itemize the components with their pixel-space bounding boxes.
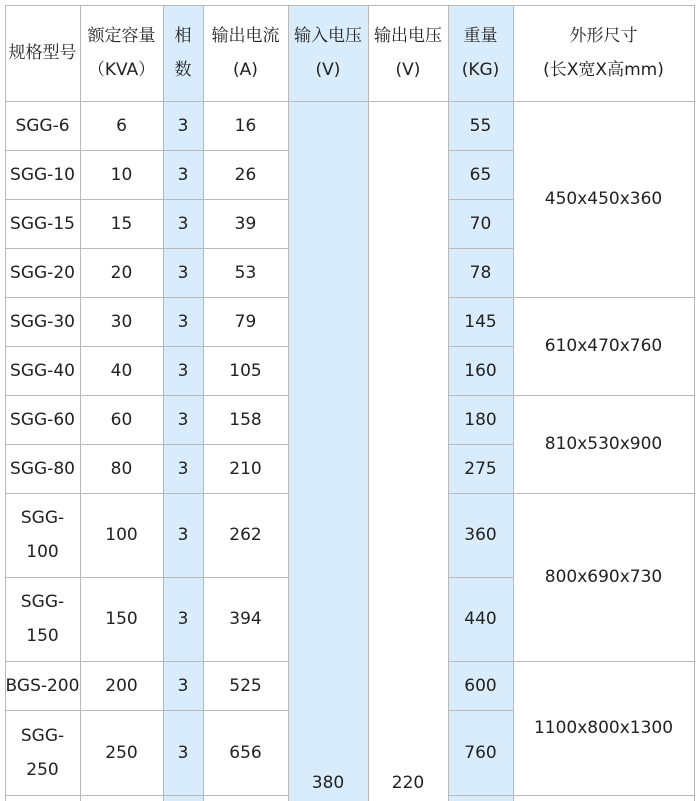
current-cell	[203, 661, 288, 710]
input-voltage-value: 380	[311, 773, 345, 793]
header-current	[203, 5, 288, 101]
header-vin	[288, 5, 368, 101]
dimension-value: 450x450x360	[544, 189, 663, 209]
header-current-line: 输出电流	[211, 26, 280, 46]
current-cell	[203, 150, 288, 199]
grid-line-row	[448, 297, 514, 298]
grid-line-row	[513, 493, 695, 494]
phases-cell	[163, 199, 203, 248]
model-text: SGG-	[20, 508, 65, 528]
output-voltage-value: 220	[391, 773, 425, 793]
weight-cell	[448, 577, 513, 661]
model-text: 100	[26, 542, 59, 562]
grid-line-row	[5, 795, 289, 796]
model-cell	[5, 493, 80, 577]
dimension-cell	[513, 493, 694, 661]
current-cell	[203, 395, 288, 444]
header-phases-line: 数	[174, 60, 192, 80]
capacity-value: 200	[105, 675, 138, 696]
dimension-cell	[513, 297, 694, 395]
phases-cell	[163, 297, 203, 346]
grid-line-column	[694, 5, 695, 801]
weight-value: 145	[464, 311, 497, 332]
grid-line-row	[448, 248, 514, 249]
current-value: 394	[229, 609, 262, 629]
grid-line-row	[513, 795, 695, 796]
phases-value: 3	[177, 115, 189, 136]
phases-cell	[163, 710, 203, 795]
phases-cell	[163, 395, 203, 444]
model-cell	[5, 577, 80, 661]
model-text: SGG-60	[10, 409, 75, 430]
weight-cell	[448, 297, 513, 346]
weight-value: 760	[464, 742, 497, 763]
grid-line-column	[448, 5, 449, 801]
phases-cell	[163, 101, 203, 150]
grid-line-row	[5, 248, 289, 249]
header-dims-line: 外形尺寸	[569, 26, 638, 46]
weight-value: 275	[464, 458, 497, 479]
weight-value: 180	[464, 409, 497, 430]
grid-line-row	[5, 493, 289, 494]
phases-value: 3	[177, 609, 189, 629]
model-text: 150	[26, 626, 59, 646]
grid-line-row	[5, 199, 289, 200]
phases-value: 3	[177, 458, 189, 479]
dimension-value: 810x530x900	[544, 434, 663, 454]
header-weight-line: (KG)	[461, 60, 500, 80]
model-text: SGG-10	[10, 164, 75, 185]
capacity-cell	[80, 395, 163, 444]
grid-line-column	[513, 5, 514, 801]
weight-cell	[448, 493, 513, 577]
grid-line-row	[448, 577, 514, 578]
phases-value: 3	[177, 525, 189, 545]
current-cell	[203, 297, 288, 346]
capacity-cell	[80, 346, 163, 395]
header-vout	[368, 5, 448, 101]
capacity-cell	[80, 710, 163, 795]
grid-line-column	[5, 5, 6, 801]
current-value: 656	[229, 742, 262, 763]
header-dims-line: (长X宽X高mm)	[543, 60, 664, 80]
header-capacity-line: （KVA）	[87, 60, 156, 80]
weight-cell	[448, 346, 513, 395]
weight-cell	[448, 661, 513, 710]
grid-line-row	[5, 577, 289, 578]
weight-cell	[448, 710, 513, 795]
capacity-value: 250	[105, 742, 138, 763]
dimension-cell	[513, 661, 694, 795]
model-text: SGG-	[20, 592, 65, 612]
grid-line-row	[448, 150, 514, 151]
model-cell	[5, 248, 80, 297]
capacity-value: 150	[105, 609, 138, 629]
grid-line-column	[288, 5, 289, 801]
weight-value: 55	[469, 115, 492, 136]
phases-value: 3	[177, 262, 189, 283]
weight-value: 360	[464, 525, 497, 545]
capacity-value: 30	[110, 311, 133, 332]
output-voltage-cell	[368, 101, 448, 801]
grid-line-row	[448, 795, 514, 796]
model-text: SGG-80	[10, 458, 75, 479]
dimension-cell	[513, 395, 694, 493]
current-cell	[203, 577, 288, 661]
grid-line-header	[5, 101, 695, 102]
model-cell	[5, 395, 80, 444]
model-text: SGG-40	[10, 360, 75, 381]
grid-line-row	[5, 150, 289, 151]
weight-value: 600	[464, 675, 497, 696]
header-phases	[163, 5, 203, 101]
weight-cell	[448, 444, 513, 493]
header-weight-line: 重量	[463, 26, 498, 46]
grid-line-row	[448, 493, 514, 494]
header-phases-line: 相	[174, 26, 192, 46]
capacity-cell	[80, 199, 163, 248]
current-cell	[203, 710, 288, 795]
model-cell	[5, 297, 80, 346]
dimension-cell	[513, 101, 694, 297]
current-cell	[203, 444, 288, 493]
current-value: 525	[229, 675, 262, 696]
phases-value: 3	[177, 675, 189, 696]
phases-value: 3	[177, 213, 189, 234]
grid-line-row	[448, 661, 514, 662]
capacity-cell	[80, 101, 163, 150]
capacity-value: 20	[110, 262, 133, 283]
dimension-value: 1100x800x1300	[533, 718, 674, 738]
weight-value: 440	[464, 609, 497, 629]
weight-cell	[448, 150, 513, 199]
current-cell	[203, 101, 288, 150]
current-value: 16	[234, 115, 257, 136]
dimension-value: 800x690x730	[544, 567, 663, 587]
phases-value: 3	[177, 360, 189, 381]
current-value: 210	[229, 458, 262, 479]
grid-line-row	[5, 710, 289, 711]
header-capacity	[80, 5, 163, 101]
grid-line-row	[5, 346, 289, 347]
model-text: BGS-200	[5, 675, 80, 696]
model-cell	[5, 661, 80, 710]
header-vin-line: (V)	[315, 60, 341, 80]
phases-cell	[163, 248, 203, 297]
current-cell	[203, 346, 288, 395]
grid-line-row	[513, 297, 695, 298]
grid-line-row	[513, 395, 695, 396]
phases-cell	[163, 346, 203, 395]
capacity-cell	[80, 150, 163, 199]
capacity-value: 6	[116, 115, 127, 136]
grid-line-column	[368, 5, 369, 801]
grid-line-row	[448, 199, 514, 200]
header-current-line: (A)	[233, 60, 258, 80]
weight-value: 160	[464, 360, 497, 381]
current-cell	[203, 199, 288, 248]
grid-line-row	[448, 710, 514, 711]
phases-value: 3	[177, 409, 189, 430]
weight-cell	[448, 101, 513, 150]
phases-cell	[163, 150, 203, 199]
grid-line-column	[203, 5, 204, 801]
phases-value: 3	[177, 742, 189, 763]
header-model-line: 规格型号	[8, 43, 77, 63]
model-text: SGG-15	[10, 213, 75, 234]
grid-line-row	[5, 444, 289, 445]
dimension-value: 610x470x760	[544, 336, 663, 356]
capacity-value: 60	[110, 409, 133, 430]
model-cell	[5, 444, 80, 493]
model-text: SGG-20	[10, 262, 75, 283]
model-cell	[5, 346, 80, 395]
model-text: 250	[26, 759, 59, 780]
phases-cell	[163, 493, 203, 577]
phases-cell	[163, 661, 203, 710]
model-cell	[5, 150, 80, 199]
header-model	[5, 5, 80, 101]
weight-cell	[448, 199, 513, 248]
header-capacity-line: 额定容量	[87, 26, 156, 46]
current-value: 53	[234, 262, 257, 283]
capacity-cell	[80, 493, 163, 577]
header-vin-line: 输入电压	[294, 26, 362, 46]
phases-cell	[163, 577, 203, 661]
grid-line-row	[448, 395, 514, 396]
current-value: 105	[229, 360, 262, 381]
capacity-value: 40	[110, 360, 133, 381]
grid-line-row	[5, 395, 289, 396]
phases-cell	[163, 444, 203, 493]
grid-line-top	[5, 5, 695, 6]
capacity-value: 100	[105, 525, 138, 545]
grid-line-row	[448, 346, 514, 347]
grid-line-row	[5, 661, 289, 662]
model-text: SGG-30	[10, 311, 75, 332]
weight-value: 70	[469, 213, 492, 234]
header-vout-line: (V)	[395, 60, 421, 80]
model-text: SGG-	[20, 725, 65, 746]
capacity-cell	[80, 297, 163, 346]
current-value: 79	[234, 311, 257, 332]
input-voltage-cell	[288, 101, 368, 801]
header-dims	[513, 5, 694, 101]
grid-line-column	[80, 5, 81, 801]
grid-line-column	[163, 5, 164, 801]
current-value: 158	[229, 409, 262, 430]
weight-cell	[448, 395, 513, 444]
weight-cell	[448, 248, 513, 297]
capacity-value: 80	[110, 458, 133, 479]
model-cell	[5, 199, 80, 248]
current-cell	[203, 248, 288, 297]
capacity-value: 15	[110, 213, 133, 234]
grid-line-row	[448, 444, 514, 445]
model-text: SGG-6	[15, 115, 70, 136]
current-cell	[203, 493, 288, 577]
capacity-cell	[80, 661, 163, 710]
capacity-cell	[80, 248, 163, 297]
weight-value: 78	[469, 262, 492, 283]
capacity-cell	[80, 577, 163, 661]
model-cell	[5, 101, 80, 150]
model-cell	[5, 710, 80, 795]
phases-value: 3	[177, 164, 189, 185]
grid-line-row	[5, 297, 289, 298]
phases-value: 3	[177, 311, 189, 332]
weight-value: 65	[469, 164, 492, 185]
header-vout-line: 输出电压	[374, 26, 442, 46]
current-value: 26	[234, 164, 257, 185]
current-value: 39	[234, 213, 257, 234]
grid-line-row	[513, 661, 695, 662]
header-weight	[448, 5, 513, 101]
capacity-cell	[80, 444, 163, 493]
current-value: 262	[229, 525, 262, 545]
capacity-value: 10	[110, 164, 133, 185]
